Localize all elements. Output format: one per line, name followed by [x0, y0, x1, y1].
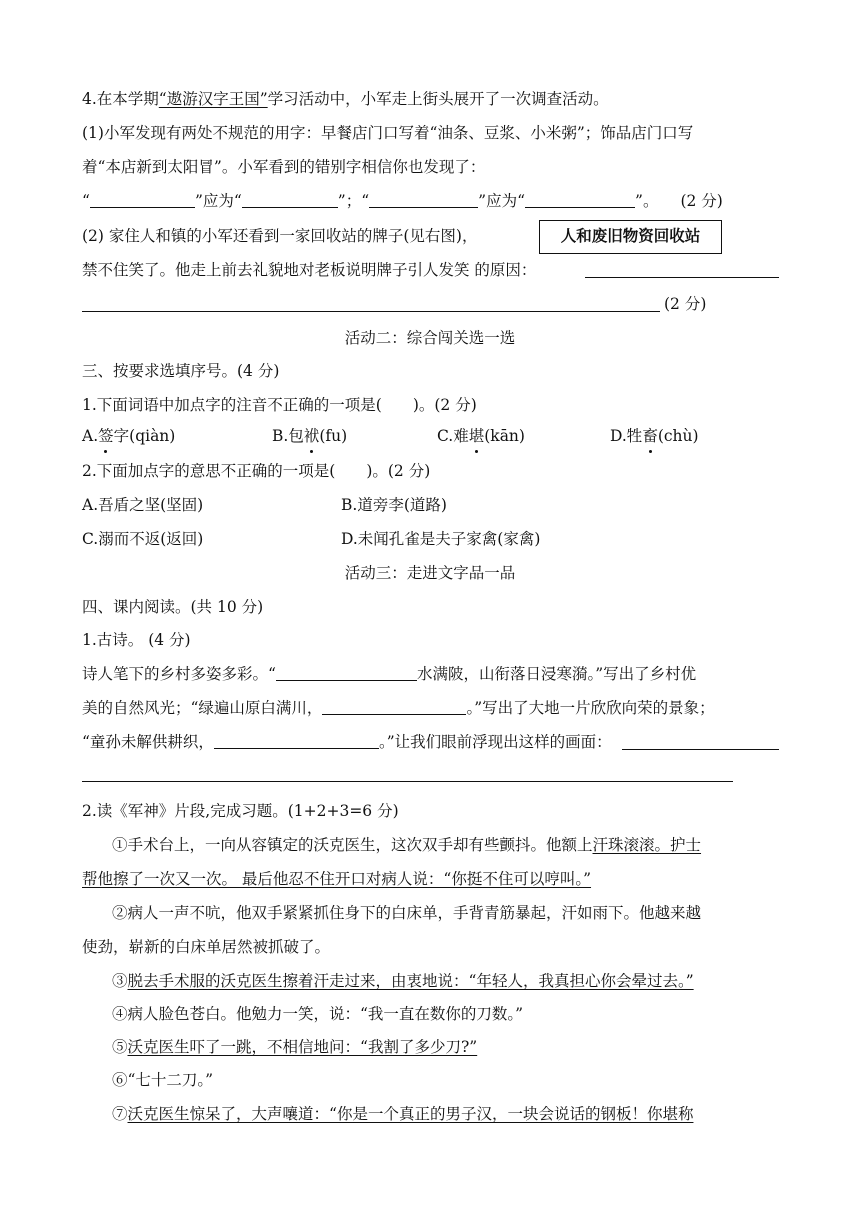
q1-option-a[interactable]: A.签字(qiàn)	[82, 427, 176, 445]
poem-line1: 诗人笔下的乡村多姿多彩。“ 水满陂，山衔落日浸寒漪。”写出了乡村优	[82, 665, 697, 683]
q1-option-b[interactable]: B.包袱(fu)	[272, 427, 348, 445]
para6: ⑥“七十二刀。”	[112, 1071, 214, 1089]
q4-part1-line1: (1)小军发现有两处不规范的用字：早餐店门口写着“油条、豆浆、小米粥”；饰品店门口写	[82, 124, 694, 142]
q4-part1-line2: 着“本店新到太阳冒”。小军看到的错别字相信你也发现了：	[82, 158, 486, 176]
sec3-q2: 2.下面加点字的意思不正确的一项是( )。(2 分)	[82, 462, 431, 480]
q2-option-a[interactable]: A.吾盾之坚(坚固)	[82, 496, 204, 514]
activity3-heading: 活动三：走进文字品一品	[344, 564, 516, 582]
q4-part1-answer-line: “ ”应为“ ”；“ ”应为“ ”。 (2 分)	[82, 192, 723, 210]
q4-intro	[82, 88, 609, 110]
poem-line3: “童孙未解供耕织， 。”让我们眼前浮现出这样的画面：	[82, 733, 612, 751]
q2-option-d[interactable]: D.未闻孔雀是夫子家禽(家禽)	[341, 530, 541, 548]
recycling-station-sign: 人和废旧物资回收站	[539, 220, 722, 254]
activity2-heading: 活动二：综合闯关选一选	[344, 329, 516, 347]
q4-part2-line1: (2) 家住人和镇的小军还看到一家回收站的牌子(见右图)，	[82, 227, 478, 245]
para4: ④病人脸色苍白。他勉力一笑，说：“我一直在数你的刀数。”	[112, 1005, 524, 1023]
q4-part2-score: (2 分)	[664, 295, 707, 313]
answer-blank-3[interactable]	[369, 191, 478, 208]
para2-line2: 使劲，崭新的白床单居然被抓破了。	[82, 938, 331, 956]
para5: ⑤沃克医生吓了一跳，不相信地问：“我割了多少刀?”	[112, 1038, 478, 1056]
poem-answer-line-b[interactable]	[82, 781, 733, 782]
poem-blank-3[interactable]	[214, 732, 379, 749]
para1-line2: 帮他擦了一次又一次。 最后他忍不住开口对病人说：“你挺不住可以哼叫。”	[82, 870, 592, 888]
q4-intro-b: 学习活动中，小军走上街头展开了一次调查活动。	[267, 90, 609, 108]
reading-title: 2.读《军神》片段,完成习题。(1+2+3=6 分)	[82, 802, 399, 820]
answer-blank-1[interactable]	[90, 191, 195, 208]
sec3-q1: 1.下面词语中加点字的注音不正确的一项是( )。(2 分)	[82, 396, 477, 414]
para1-line1: ①手术台上，一向从容镇定的沃克医生，这次双手却有些颤抖。他额上汗珠滚滚。护士	[112, 836, 702, 854]
q2-option-c[interactable]: C.溺而不返(返回)	[82, 530, 204, 548]
sec3-title: 三、按要求选填序号。(4 分)	[82, 362, 280, 380]
q4-part2-line2: 禁不住笑了。他走上前去礼貌地对老板说明牌子引人发笑 的原因：	[82, 261, 537, 279]
answer-blank-2[interactable]	[242, 191, 338, 208]
sec4-title: 四、课内阅读。(共 10 分)	[82, 598, 264, 616]
answer-line-q4-2b[interactable]	[82, 311, 660, 312]
poem-blank-1[interactable]	[276, 664, 417, 681]
q4-activity-name: “遨游汉字王国”	[158, 90, 268, 108]
q1-option-d[interactable]: D.牲畜(chù)	[610, 427, 699, 445]
para2-line1: ②病人一声不吭，他双手紧紧抓住身下的白床单，手背青筋暴起，汗如雨下。他越来越	[112, 904, 702, 922]
para7: ⑦沃克医生惊呆了，大声嚷道：“你是一个真正的男子汉，一块会说话的钢板！你堪称	[112, 1105, 694, 1123]
poem-line2: 美的自然风光；“绿遍山原白满川， 。”写出了大地一片欣欣向荣的景象；	[82, 699, 715, 717]
poem-answer-line-a[interactable]	[622, 749, 779, 750]
answer-blank-4[interactable]	[525, 191, 635, 208]
para3: ③脱去手术服的沃克医生擦着汗走过来，由衷地说：“年轻人，我真担心你会晕过去。”	[112, 972, 694, 990]
answer-line-q4-2a[interactable]	[585, 277, 779, 278]
q4-intro-a: 4.在本学期	[82, 90, 159, 108]
poem-title: 1.古诗。 (4 分)	[82, 631, 191, 649]
q4-part1-score: (2 分)	[680, 192, 723, 210]
q2-option-b[interactable]: B.道旁李(道路)	[341, 496, 447, 514]
q1-option-c[interactable]: C.难堪(kān)	[437, 427, 525, 445]
poem-blank-2[interactable]	[322, 698, 466, 715]
